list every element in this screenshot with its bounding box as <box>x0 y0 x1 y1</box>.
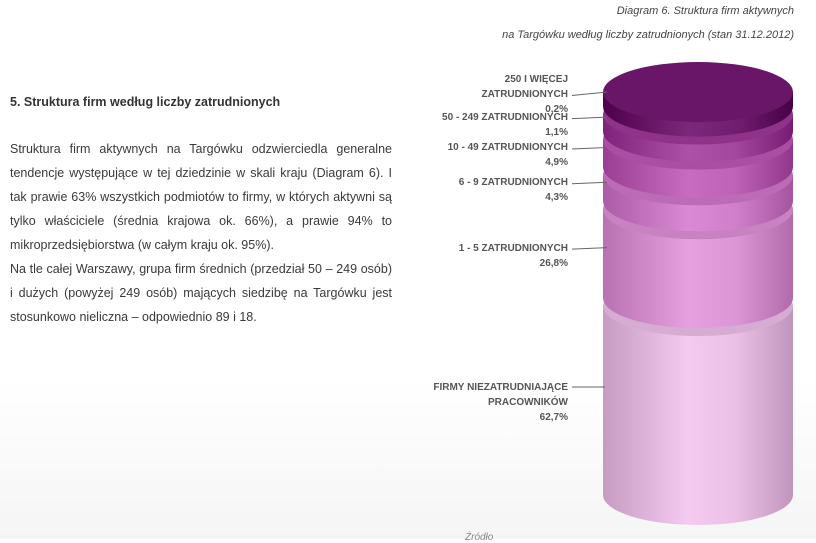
chart-value-label: 62,7% <box>539 412 568 424</box>
chart-value-label: 4,9% <box>545 157 568 169</box>
cylinder-segment <box>603 62 793 137</box>
chart-label-text: 1 - 5 ZATRUDNIONYCH <box>458 242 568 254</box>
chart-label-text: 250 I WIĘCEJ <box>504 74 568 85</box>
footer-source: Źródło <box>465 532 494 543</box>
chart-label-text: 10 - 49 ZATRUDNIONYCH <box>447 142 568 154</box>
chart-value-label: 1,1% <box>545 127 568 139</box>
leader-line <box>572 147 607 149</box>
diagram-caption-line1: Diagram 6. Struktura firm aktywnych <box>616 5 794 17</box>
paragraph-1: Struktura firm aktywnych na Targówku odzwierciedla generalne tendencje występujące w tej dziedzinie w skali kraju (Diagram 6). I tak prawie 63% wszystkich podmiotów to firmy, w których aktywni są tylko właściciele (średnia krajowa ok. 66%), a prawie 94% to mikroprzedsiębiorstwa (w całym kraju ok. 95%). <box>10 142 392 252</box>
paragraph-2: Na tle całej Warszawy, grupa firm średnich (przedział 50 – 249 osób) i dużych (powyżej 249 osób) mających siedzibę na Targówku jest stosunkowo nieliczna – odpowiednio 89 i 18. <box>10 262 392 324</box>
chart-label-text: ZATRUDNIONYCH <box>481 89 568 100</box>
chart-label <box>442 110 568 140</box>
leader-line <box>572 117 607 119</box>
cylinder-segments <box>603 62 793 525</box>
leader-lines <box>572 92 607 387</box>
chart-label <box>433 380 568 425</box>
leader-line <box>572 182 607 184</box>
chart-label-text: PRACOWNIKÓW <box>488 397 568 409</box>
diagram-caption-line2: na Targówku według liczby zatrudnionych (stan 31.12.2012) <box>502 29 794 41</box>
chart-label <box>459 241 568 271</box>
chart-label-text: 50 - 249 ZATRUDNIONYCH <box>442 112 568 124</box>
chart-value-label: 0,2% <box>545 104 568 115</box>
chart-label <box>459 175 568 205</box>
segment-body <box>603 306 793 525</box>
chart-label-text: 6 - 9 ZATRUDNIONYCH <box>458 177 568 189</box>
section-title: 5. Struktura firm według liczby zatrudnionych <box>10 95 281 109</box>
segment-top <box>603 62 793 122</box>
leader-line <box>572 92 607 96</box>
chart-value-label: 4,3% <box>545 192 568 204</box>
chart-label <box>448 140 568 170</box>
leader-line <box>572 248 607 250</box>
chart-label-text: FIRMY NIEZATRUDNIAJĄCE <box>433 382 568 394</box>
chart-value-label: 26,8% <box>539 257 568 269</box>
